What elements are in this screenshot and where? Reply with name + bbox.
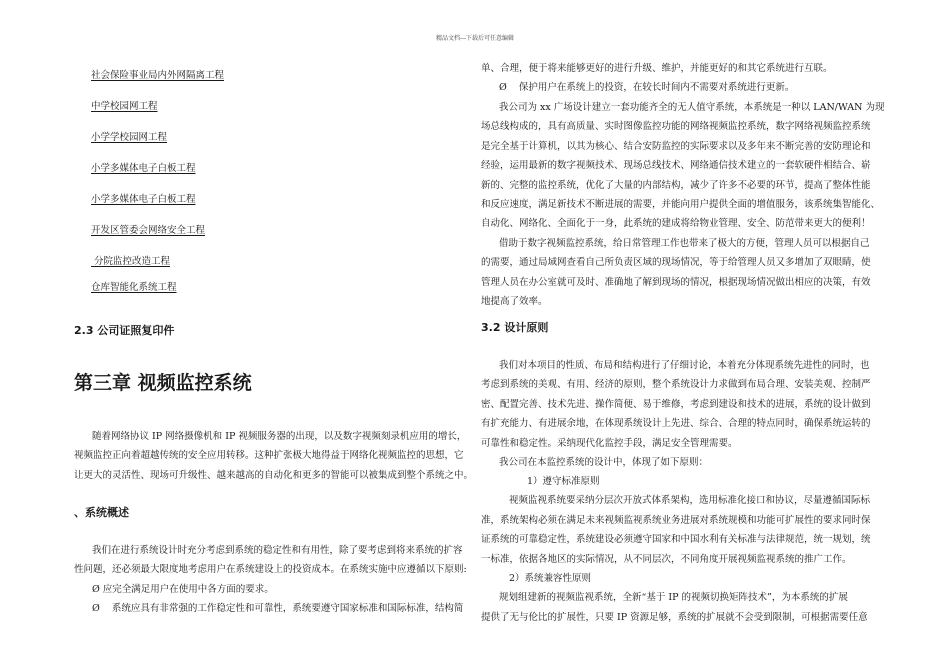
section-heading-3-2: 3.2 设计原则 xyxy=(481,321,549,334)
text-line: 随着网络协议 IP 网络摄像机和 IP 视频服务器的出现，以及数字视频刻录机应用的增长， xyxy=(92,431,467,442)
text-line: 管理人员在办公室就可及时、准确地了解到现场的情况，根据现场情况做出相应的决策，有效 xyxy=(481,276,871,288)
page-header: 精品文档---下载后可任意编辑 xyxy=(435,35,515,42)
text-line: 让更大的灵活性、现场可升级性、越来越高的自动化和更多的智能可以被集成到整个系统之中。 xyxy=(74,469,474,481)
text-line: 有扩充能力、有进展余地，在体现系统设计上先进、综合、合理的特点同时，确保系统运转的 xyxy=(481,418,871,430)
text-line: 单、合理，便于将来能够更好的进行升级、维护，并能更好的和其它系统进行互联。 xyxy=(481,63,833,74)
text-line: 视频监视系统要采纳分层次开放式体系架构，选用标准化接口和协议，尽量遵循国际标 xyxy=(509,495,871,507)
principle-2-block xyxy=(481,569,868,627)
text-line: 地提高了效率。 xyxy=(481,296,548,308)
company-system-paragraph xyxy=(481,98,884,234)
project-item: 社会保险事业局内外网隔离工程 xyxy=(91,70,225,81)
text-line: 准，系统架构必须在满足未来视频监视系统业务进展对系统规模和功能可扩展性的要求同时保 xyxy=(481,514,871,526)
project-item: 中学校园网工程 xyxy=(91,101,158,112)
principle-title: 1）遵守标准原则 xyxy=(527,476,600,487)
text-line: 一标准，依据各地区的实际情况，从不同层次，不同角度开展视频监视系统的推广工作。 xyxy=(481,553,852,565)
project-item: 小学多媒体电子白板工程 xyxy=(91,163,196,174)
bullet-line: Ø 应完全满足用户在使用中各方面的要求。 xyxy=(92,583,274,595)
text-line: 我们在进行系统设计时充分考虑到系统的稳定性和有用性，除了要考虑到将来系统的扩容 xyxy=(92,545,463,556)
text-line: 考虑到系统的美观、有用、经济的原则，整个系统设计力求做到布局合理、安装美观、控制严 xyxy=(481,379,871,391)
principle-title: 2）系统兼容性原则 xyxy=(509,573,592,584)
text-line: 视频监控正向着超越传统的安全应用转移。这种扩张极大地得益于网络化视频监控的思想，它 xyxy=(74,450,464,462)
text-line: 新的、完整的监控系统，优化了大量的内部结构，减少了许多不必要的环节，提高了整体性能 xyxy=(481,179,871,191)
management-paragraph xyxy=(481,234,871,312)
text-line: 证系统的可靠稳定性，系统建设必须遵守国家和中国水利有关标准与法律规范，统一规划，统 xyxy=(481,534,871,546)
text-line: 场总线构成的，具有高质量、实时图像监控功能的网络视频监控系统，数字网络视频监控系统 xyxy=(481,121,871,133)
bullet-line: Ø 保护用户在系统上的投资，在较长时间内不需要对系统进行更新。 xyxy=(499,82,795,94)
text-line: 提供了无与伦比的扩展性，只要 IP 资源足够，系统的扩展就不会受到限制，可根据需要任意 xyxy=(481,611,868,623)
continued-paragraph xyxy=(481,59,833,98)
text-line: 借助于数字视频监控系统，给日常管理工作也带来了极大的方便，管理人员可以根据自己 xyxy=(499,238,870,249)
text-line: 我们对本项目的性质、布局和结构进行了仔细讨论，本着充分体现系统先进性的同时，也 xyxy=(499,360,870,371)
section-heading-overview: 、系统概述 xyxy=(74,506,129,519)
text-line: 我公司在本监控系统的设计中，体现了如下原则： xyxy=(499,457,709,469)
section-heading-2-3: 2.3 公司证照复印件 xyxy=(74,324,175,337)
project-item: 仓库智能化系统工程 xyxy=(91,282,177,293)
overview-paragraph xyxy=(74,541,467,619)
text-line: 性问题，还必须最大限度地考虑用户在系统建设上的投资成本。在系统实施中应遵循以下原则: xyxy=(74,564,467,576)
text-line: 自动化、网络化、全面化于一身，此系统的建成将给物业管理、安全、防范带来更大的便利！ xyxy=(481,218,871,230)
chapter-title: 第三章 视频监控系统 xyxy=(74,372,252,394)
design-principles-paragraph xyxy=(481,356,871,472)
project-item: 开发区管委会网络安全工程 xyxy=(91,225,206,236)
text-line: 和反应速度，满足新技术不断进展的需要，并能向用户提供全面的增值服务，该系统集智能化、 xyxy=(481,199,881,211)
project-item: 小学多媒体电子白板工程 xyxy=(91,194,196,205)
intro-paragraph xyxy=(74,427,473,485)
text-line: 密、配置完善、技术先进、操作简便、易于维修，考虑到建设和技术的进展，系统的设计做到 xyxy=(481,398,871,410)
bullet-line: Ø 系统应具有非常强的工作稳定性和可靠性，系统要遵守国家标准和国际标准，结构简 xyxy=(92,603,464,615)
principle-1-block xyxy=(481,472,871,569)
text-line: 规划组建新的视频监视系统，全新“基于 IP 的视频切换矩阵技术”，为本系统的扩展 xyxy=(499,592,848,604)
text-line: 是完全基于计算机，以其为核心、结合安防监控的实际要求以及多年来不断完善的安防理论和 xyxy=(481,140,871,152)
project-item: 小学学校园网工程 xyxy=(91,132,168,143)
text-line: 的需要，通过局域网查看自己所负责区域的现场情况，等于给管理人员又多增加了双眼睛，使 xyxy=(481,257,871,269)
text-line: 经验，运用最新的数字视频技术、现场总线技术、网络通信技术建立的一套软硬件相结合、崭 xyxy=(481,160,871,172)
project-item: 分院监控改造工程 xyxy=(91,256,171,267)
text-line: 可靠性和稳定性。采纳现代化监控手段，满足安全管理需要。 xyxy=(481,437,738,449)
text-line: 我公司为 xx 广场设计建立一套功能齐全的无人值守系统，本系统是一种以 LAN/WAN 为现 xyxy=(499,102,885,113)
